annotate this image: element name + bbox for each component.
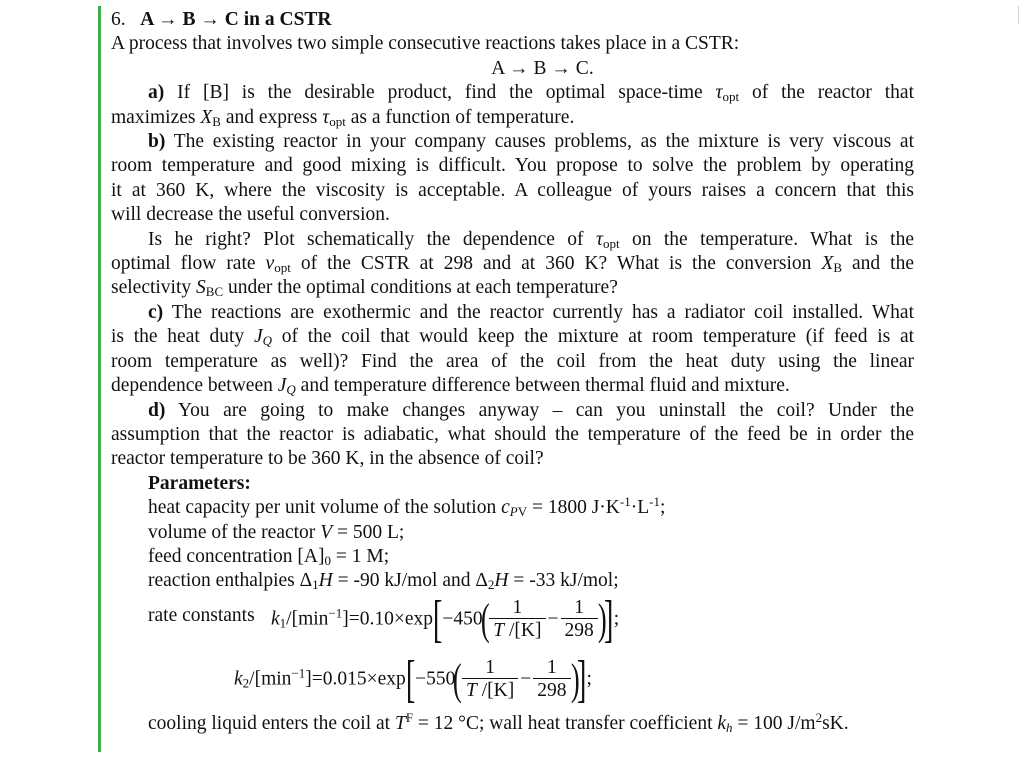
part-d-line-2: assumption that the reactor is adiabatic, what should the temperature of the feed be in order the	[111, 423, 914, 445]
rate-constant-k1-row	[111, 590, 914, 650]
part-a-label: a)	[148, 82, 165, 104]
part-b-label: b)	[148, 131, 166, 153]
rate-constants-label: rate constants	[148, 604, 255, 626]
part-d-line-3: reactor temperature to be 360 K, in the absence of coil?	[111, 448, 544, 470]
part-a-line-2: maximizes $X_B$ and express $\tau_{opt}$ as a function of temperature.	[111, 106, 575, 129]
part-d-label: d)	[148, 399, 166, 421]
reaction-scheme: A → B → C.	[491, 57, 594, 79]
intro-text: A process that involves two simple consecutive reactions takes place in a CSTR:	[111, 33, 740, 55]
part-b-line-3: it at 360 K, where the viscosity is acceptable. A colleague of yours raises a concern that this	[111, 179, 914, 201]
part-c-line-4: dependence between $J_Q$ and temperature difference between thermal fluid and mixture.	[111, 375, 790, 398]
part-c-label: c)	[148, 301, 164, 323]
part-b-line-2: room temperature and good mixing is difficult. You propose to solve the problem by operating	[111, 155, 914, 177]
problem-content	[111, 8, 914, 736]
param-heat-capacity: heat capacity per unit volume of the solution $c_{PV} = 1800$ $J\cdot K^{-1}\cdot L^{-1}$;	[148, 494, 666, 520]
param-reaction-enthalpies: reaction enthalpies $\Delta_1H = -90$ kJ/mol and $\Delta_2H = -33$ kJ/mol;	[148, 570, 619, 593]
right-divider	[1018, 6, 1019, 24]
part-c-line-3: room temperature as well)? Find the area of the coil from the heat duty using the linear	[111, 350, 914, 372]
problem-title	[111, 8, 914, 32]
part-c-line-1: c) The reactions are exothermic and the reactor currently has a radiator coil installed. What	[148, 301, 914, 323]
part-b-line-1: b) The existing reactor in your company causes problems, as the mixture is very viscous at	[148, 131, 914, 153]
left-accent-bar	[98, 6, 101, 752]
parameters-heading: Parameters:	[148, 472, 251, 494]
part-b-line-4: will decrease the useful conversion.	[111, 204, 390, 226]
problem-number: 6.	[111, 9, 126, 30]
part-a-line-1: a) If [B] is the desirable product, find the optimal space-time $\tau_{opt}$ of the reactor that	[148, 82, 915, 105]
k2-equation: $k_2/[\min^{-1}]=0.015\times\exp[-550$( $\frac{1}{T /[K]}$ − $\frac{1}{298}$ )];	[234, 650, 592, 708]
param-volume: volume of the reactor V = 500 L;	[148, 521, 405, 543]
part-c-line-2: is the heat duty $J_Q$ of the coil that would keep the mixture at room temperature (if feed is at	[111, 326, 915, 349]
part-d-line-1: d) You are going to make changes anyway – can you uninstall the coil? Under the	[148, 399, 914, 421]
part-b-question-1: Is he right? Plot schematically the dependence of $\tau_{opt}$ on the temperature. What is the	[148, 228, 915, 251]
rate-constant-k2-row	[111, 650, 914, 712]
part-b-question-3: selectivity $S_{BC}$ under the optimal conditions at each temperature?	[111, 277, 618, 300]
k1-equation: $k_1/[\min^{-1}]=0.10\times\exp[-450$( $\frac{1}{T /[K]}$ − $\frac{1}{298}$ )];	[271, 590, 620, 648]
problem-title-text: A → B → C in a CSTR	[140, 9, 332, 30]
param-feed-concentration: feed concentration $[A]_0 = 1$ M;	[148, 545, 390, 568]
param-cooling-liquid: cooling liquid enters the coil at $T^F = 12$ °C; wall heat transfer coefficient $k_h = 100$ $J/m^2sK$.	[148, 709, 849, 735]
part-b-question-2: optimal flow rate $v_{opt}$ of the CSTR at 298 and at 360 K? What is the conversion $X_B$ and the	[111, 253, 915, 276]
